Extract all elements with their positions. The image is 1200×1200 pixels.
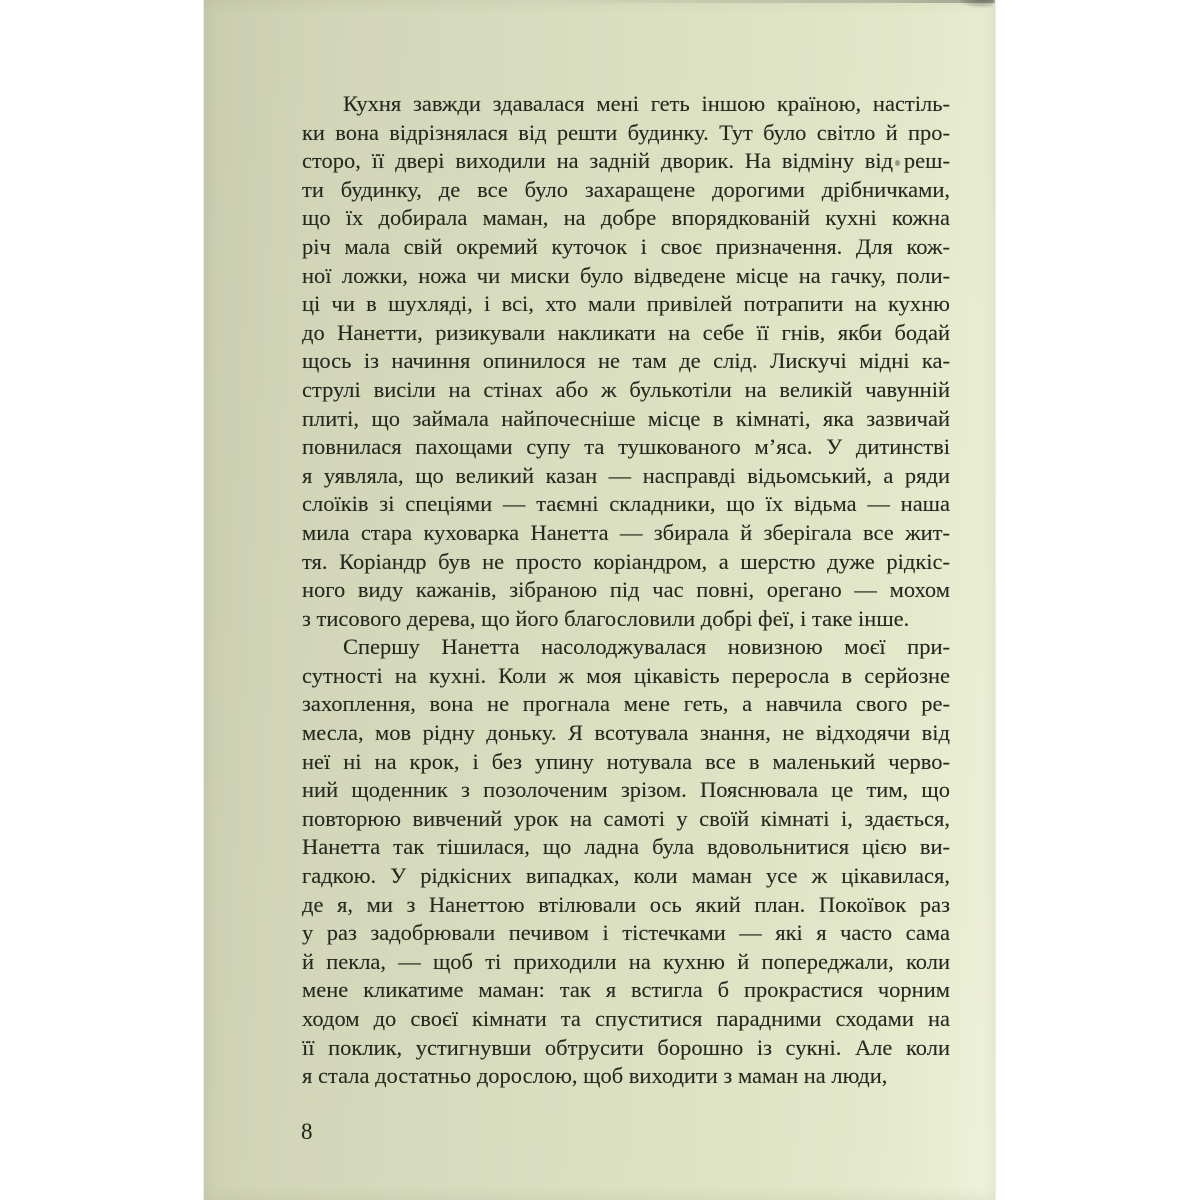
text-line: повнилася пахощами супу та тушкованого м’яса. У дитинстві — [302, 434, 950, 460]
text-line: у раз задобрювали печивом і тістечками — які я часто сама — [302, 920, 950, 946]
text-line: річ мала свій окремий куточок і своє призначення. Для кож- — [302, 233, 950, 259]
text-line: плиті, що займала найпочесніше місце в кімнаті, яка зазвичай — [302, 405, 950, 431]
text-line: мила стара куховарка Нанетта — збирала й зберігала все жит- — [302, 519, 950, 545]
text-line: Спершу Нанетта насолоджувалася новизною моєї при- — [343, 634, 950, 660]
book-page-scan — [204, 0, 995, 1200]
text-line: мене кликатиме маман: так я встигла б прокрастися чорним — [302, 977, 950, 1003]
text-line: сутності на кухні. Коли ж моя цікавість переросла в серйозне — [302, 662, 950, 688]
corner-smudge-mark — [959, 0, 993, 8]
text-line: слоїків зі спеціями — таємні складники, що їх відьма — наша — [302, 491, 950, 517]
text-line: повторюю вивчений урок на самоті у своїй кімнаті і, здається, — [302, 805, 950, 831]
text-line: месла, мов рідну доньку. Я всотувала знання, не відходячи від — [302, 720, 950, 746]
text-line: струлі висіли на стінах або ж булькотіли на великій чавунній — [302, 376, 950, 402]
text-line: ходом до своєї кімнати та спуститися парадними сходами на — [302, 1006, 950, 1031]
text-line: сторо, її двері виходили на задній дворик. На відміну від реш- — [302, 148, 950, 174]
text-line: тя. Коріандр був не просто коріандром, а шерстю дуже рідкіс- — [302, 548, 950, 574]
text-line: Кухня завжди здавалася мені геть іншою країною, настіль- — [343, 91, 950, 116]
text-line: й пекла, — щоб ті приходили на кухню й попереджали, коли — [302, 948, 950, 974]
text-line: її поклик, устигнувши обтрусити борошно із сукні. Але коли — [302, 1034, 950, 1060]
text-line: Нанетта так тішилася, що ладна була вдовольнитися цією ви- — [302, 834, 950, 860]
text-line: до Нанетти, ризикували накликати на себе її гнів, якби бодай — [302, 319, 950, 345]
text-line: ці чи в шухляді, і всі, хто мали привілей потрапити на кухню — [302, 291, 950, 317]
text-line: ного виду кажанів, зібраною під час повні, орегано — мохом — [302, 577, 950, 603]
text-line: гадкою. У рідкісних випадках, коли маман усе ж цікавилася, — [302, 863, 950, 889]
text-line: щось із начиння опинилося не там де слід. Лискучі мідні ка- — [302, 348, 950, 374]
text-line: неї ні на крок, і без упину нотувала все в маленький черво- — [302, 748, 950, 774]
text-line: що їх добирала маман, на добре впорядкованій кухні кожна — [302, 205, 950, 231]
text-line: ний щоденник з позолоченим зрізом. Пояснювала це тим, що — [302, 777, 950, 803]
page-number: 8 — [301, 1119, 313, 1144]
text-line: ної ложки, ножа чи миски було відведене місце на гачку, поли- — [302, 262, 950, 288]
text-line: я стала достатньо дорослою, щоб виходити з маман на люди, — [302, 1063, 888, 1089]
text-line: ки вона відрізнялася від решти будинку. Тут було світло й про- — [302, 119, 950, 145]
text-line: де я, ми з Нанеттою втілювали ось який план. Покоївок раз — [302, 891, 950, 917]
text-line: я уявляла, що великий казан — насправді відьомський, а ряди — [302, 462, 950, 488]
text-line: захоплення, вона не прогнала мене геть, а навчила свого ре- — [302, 691, 950, 717]
text-line: з тисового дерева, що його благословили добрі феї, і таке інше. — [302, 605, 910, 631]
page-text-body — [302, 90, 950, 1091]
page-top-edge-shadow — [560, 0, 995, 3]
text-line: ти будинку, де все було захаращене дорогими дрібничками, — [302, 176, 950, 202]
